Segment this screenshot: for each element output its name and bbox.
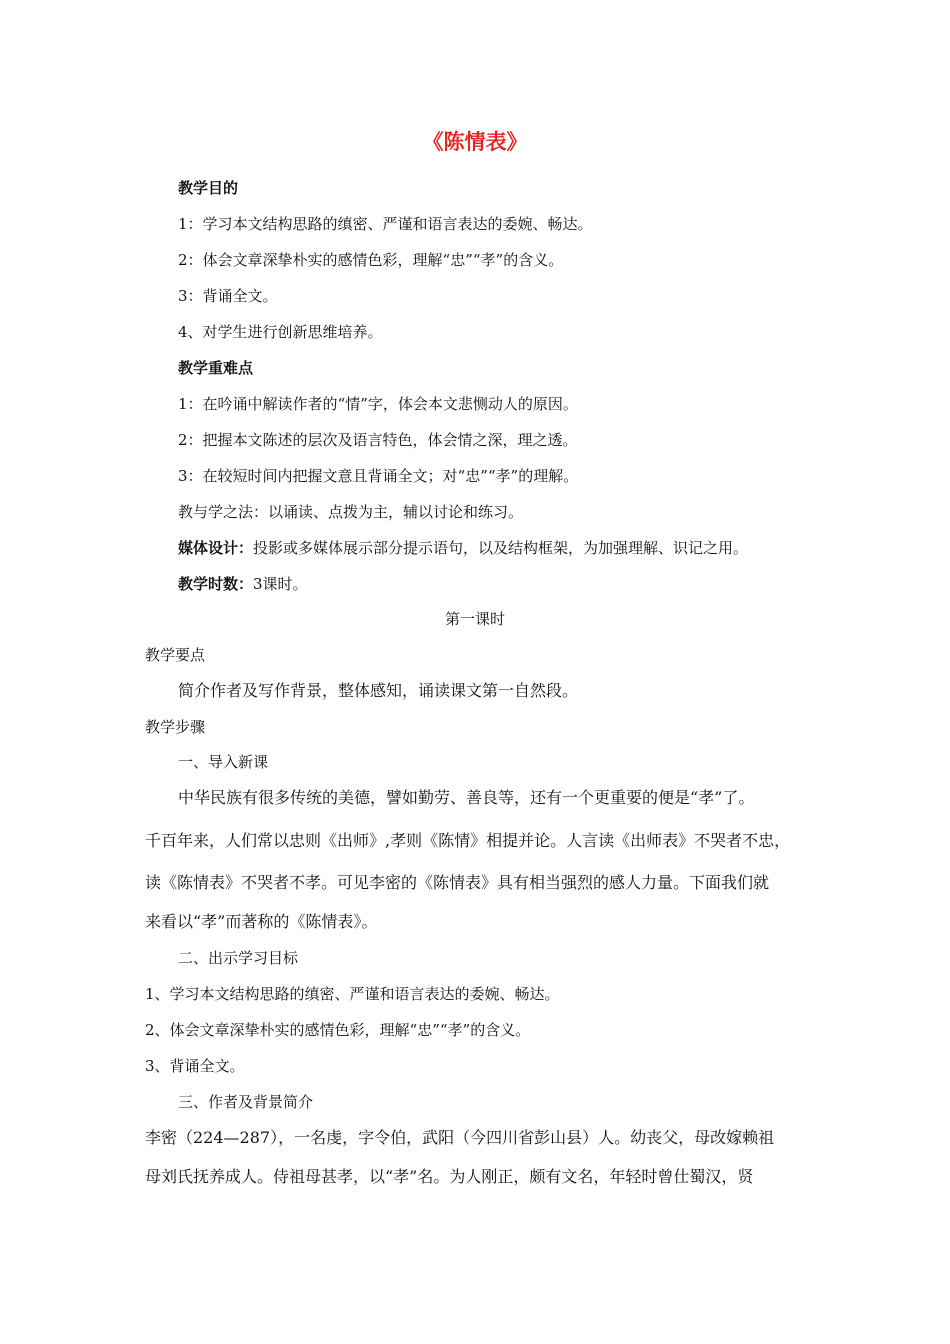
goal-item: 2、体会文章深挚朴实的感情色彩，理解“忠”“孝”的含义。 [145,1021,531,1039]
lesson-heading: 第一课时 [444,610,505,628]
step-heading: 三、作者及背景简介 [178,1093,314,1111]
step-heading: 二、出示学习目标 [178,949,299,967]
points-text: 简介作者及写作背景，整体感知，诵读课文第一自然段。 [178,681,579,700]
media-design [178,538,748,558]
key-point-item: 1：在吟诵中解读作者的“情”字，体会本文悲恻动人的原因。 [178,395,578,413]
document-title: 《陈情表》 [422,130,528,154]
bio-line: 李密（224—287），一名虔，字令伯，武阳（今四川省彭山县）人。幼丧父，母改嫁赖祖 [145,1128,775,1147]
objective-item: 2：体会文章深挚朴实的感情色彩，理解“忠”“孝”的含义。 [178,251,564,269]
bio-line: 母刘氏抚养成人。侍祖母甚孝，以“孝”名。为人刚正，颇有文名，年轻时曾仕蜀汉，贤 [145,1167,754,1186]
teaching-hours [178,574,308,594]
intro-line: 读《陈情表》不哭者不孝。可见李密的《陈情表》具有相当强烈的感人力量。下面我们就 [145,873,770,892]
objective-item: 3：背诵全文。 [178,287,278,305]
step-heading: 一、导入新课 [178,753,269,771]
intro-line: 来看以“孝”而著称的《陈情表》。 [145,912,378,931]
points-heading: 教学要点 [145,646,206,664]
key-points-heading: 教学重难点 [178,359,254,377]
goal-item: 1、学习本文结构思路的缜密、严谨和语言表达的委婉、畅达。 [145,985,560,1003]
intro-line: 中华民族有很多传统的美德，譬如勤劳、善良等，还有一个更重要的便是“孝”了。 [178,788,755,807]
media-label: 媒体设计： [178,539,254,557]
key-point-item: 2：把握本文陈述的层次及语言特色，体会情之深，理之透。 [178,431,578,449]
goal-item: 3、背诵全文。 [145,1057,245,1075]
hours-text: 3课时。 [253,575,308,593]
objective-item: 4、对学生进行创新思维培养。 [178,323,383,341]
key-point-item: 3：在较短时间内把握文意且背诵全文；对“忠”“孝”的理解。 [178,467,579,485]
steps-heading: 教学步骤 [145,718,206,736]
objectives-heading: 教学目的 [178,179,239,197]
media-text: 投影或多媒体展示部分提示语句，以及结构框架，为加强理解、识记之用。 [253,539,749,557]
objective-item: 1：学习本文结构思路的缜密、严谨和语言表达的委婉、畅达。 [178,215,593,233]
teaching-method: 教与学之法：以诵读、点拨为主，辅以讨论和练习。 [178,503,524,521]
hours-label: 教学时数： [178,575,254,593]
intro-line: 千百年来，人们常以忠则《出师》,孝则《陈情》相提并论。人言读《出师表》不哭者不忠， [145,831,791,850]
